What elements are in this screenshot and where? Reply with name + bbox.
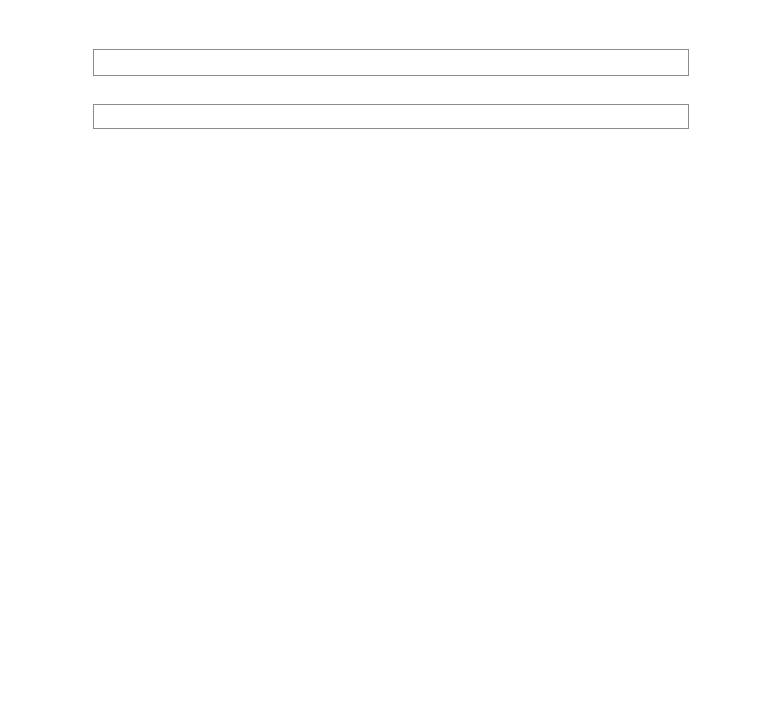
diameter-column-highlight [48,116,100,616]
length-6-column-highlight [284,62,358,618]
volume-title [93,104,689,129]
length-title [93,49,689,76]
